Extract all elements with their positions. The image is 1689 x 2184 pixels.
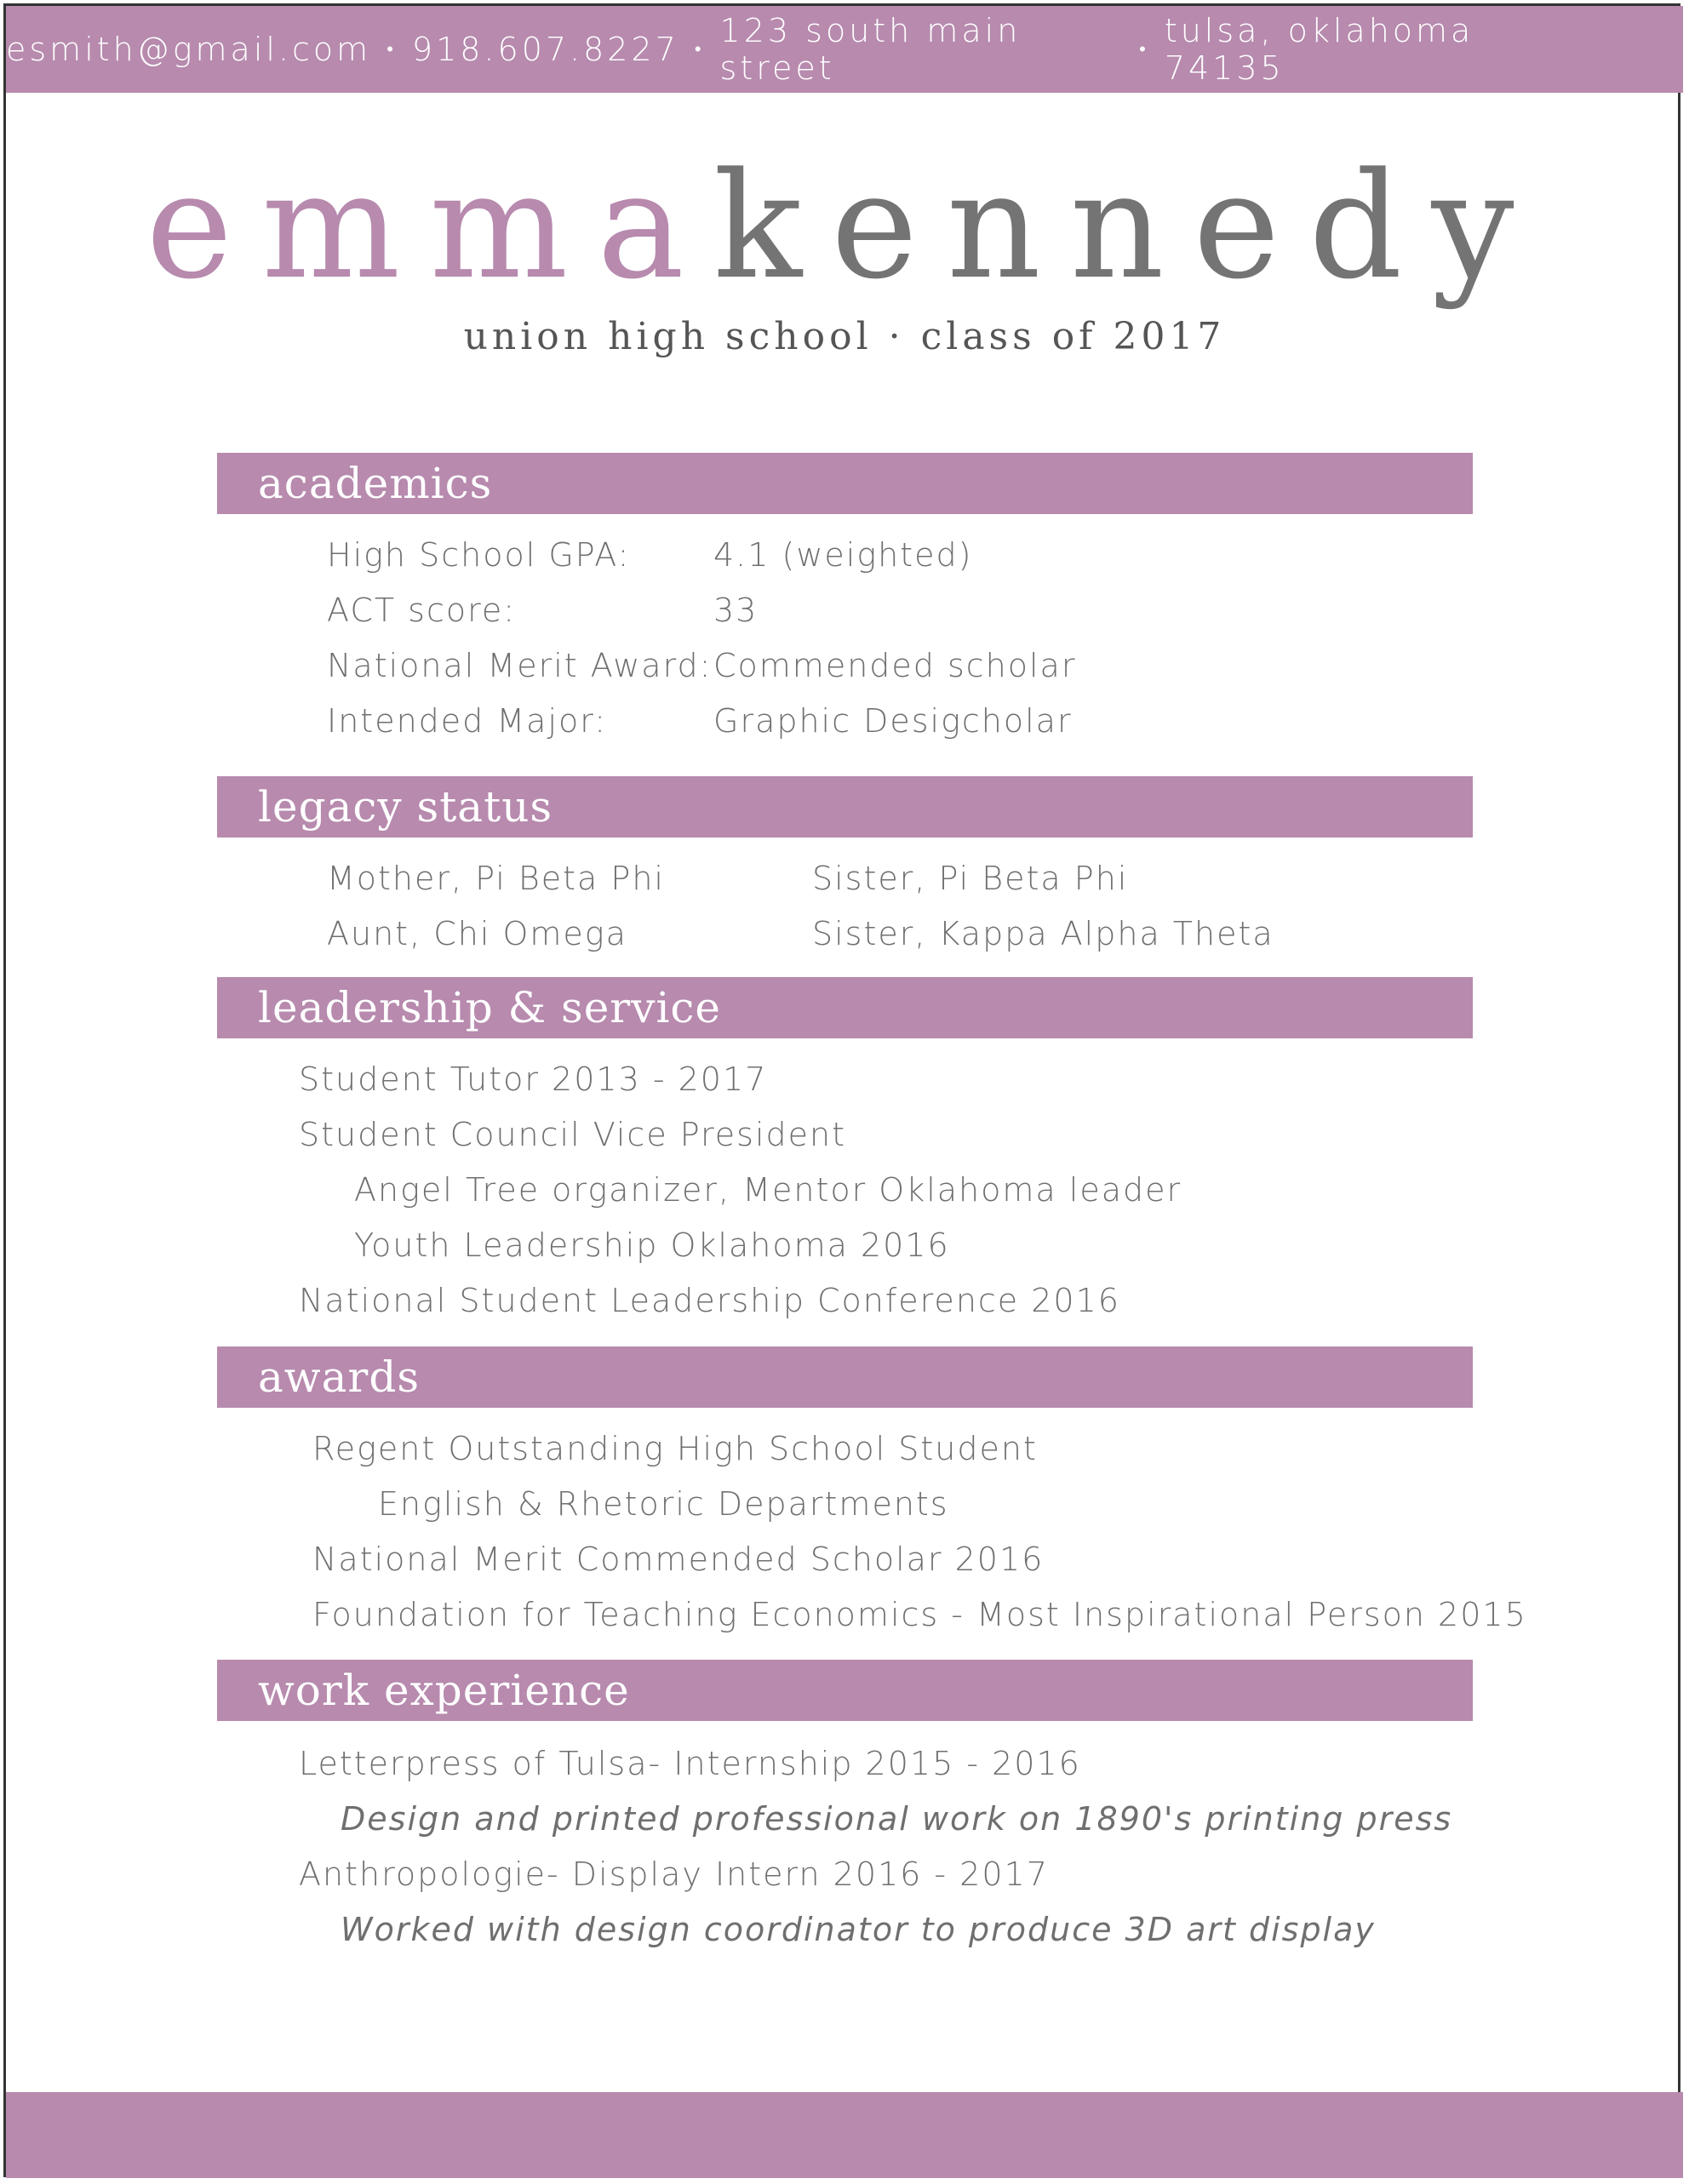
name-heading [0,140,1689,312]
section-header-academics: academics [217,453,1473,514]
section-header-leadership: leadership & service [217,977,1473,1038]
contact-separator: • [386,39,397,60]
work-item: Letterpress of Tulsa- Internship 2015 - 2016 [299,1745,1081,1782]
leadership-item: Student Tutor 2013 - 2017 [299,1061,768,1098]
award-item: English & Rhetoric Departments [378,1485,949,1523]
award-item: Regent Outstanding High School Student [312,1430,1038,1467]
footer-bar [6,2092,1683,2178]
leadership-item: Youth Leadership Oklahoma 2016 [354,1226,950,1264]
academics-value: 33 [713,592,759,629]
section-header-legacy: legacy status [217,776,1473,838]
section-header-work: work experience [217,1660,1473,1721]
contact-separator: • [694,39,705,60]
contact-email[interactable]: esmith@gmail.com [6,31,372,68]
academics-label: National Merit Award: [327,647,713,684]
academics-label: ACT score: [327,592,517,629]
legacy-item: Aunt, Chi Omega [327,915,627,952]
academics-label: High School GPA: [327,536,631,574]
leadership-item: National Student Leadership Conference 2016 [299,1282,1120,1319]
contact-bar [6,6,1683,93]
contact-phone[interactable]: 918.607.8227 [411,31,679,68]
contact-info [6,6,1581,93]
contact-separator: • [1139,39,1149,60]
award-item: National Merit Commended Scholar 2016 [312,1541,1045,1578]
first-name: emma [146,140,713,312]
work-description: Design and printed professional work on 1890's printing press [341,1800,1453,1838]
contact-street: 123 south main street [719,12,1022,87]
leadership-item: Angel Tree organizer, Mentor Oklahoma leader [354,1171,1182,1209]
school-subtitle: union high school · class of 2017 [463,315,1226,358]
academics-label: Intended Major: [327,702,607,740]
section-header-awards: awards [217,1346,1473,1408]
academics-value: Graphic Desigcholar [713,702,1073,740]
legacy-item: Mother, Pi Beta Phi [327,860,665,897]
academics-value: 4.1 (weighted) [713,536,973,574]
award-item: Foundation for Teaching Economics - Most Inspirational Person 2015 [312,1596,1527,1633]
last-name: kennedy [713,140,1543,312]
leadership-item: Student Council Vice President [299,1116,847,1153]
contact-city: tulsa, oklahoma 74135 [1164,12,1474,87]
legacy-item: Sister, Kappa Alpha Theta [812,915,1274,952]
work-item: Anthropologie- Display Intern 2016 - 2017 [299,1855,1049,1893]
legacy-item: Sister, Pi Beta Phi [812,860,1129,897]
work-description: Worked with design coordinator to produce 3D art display [341,1911,1376,1948]
academics-value: Commended scholar [713,647,1077,684]
